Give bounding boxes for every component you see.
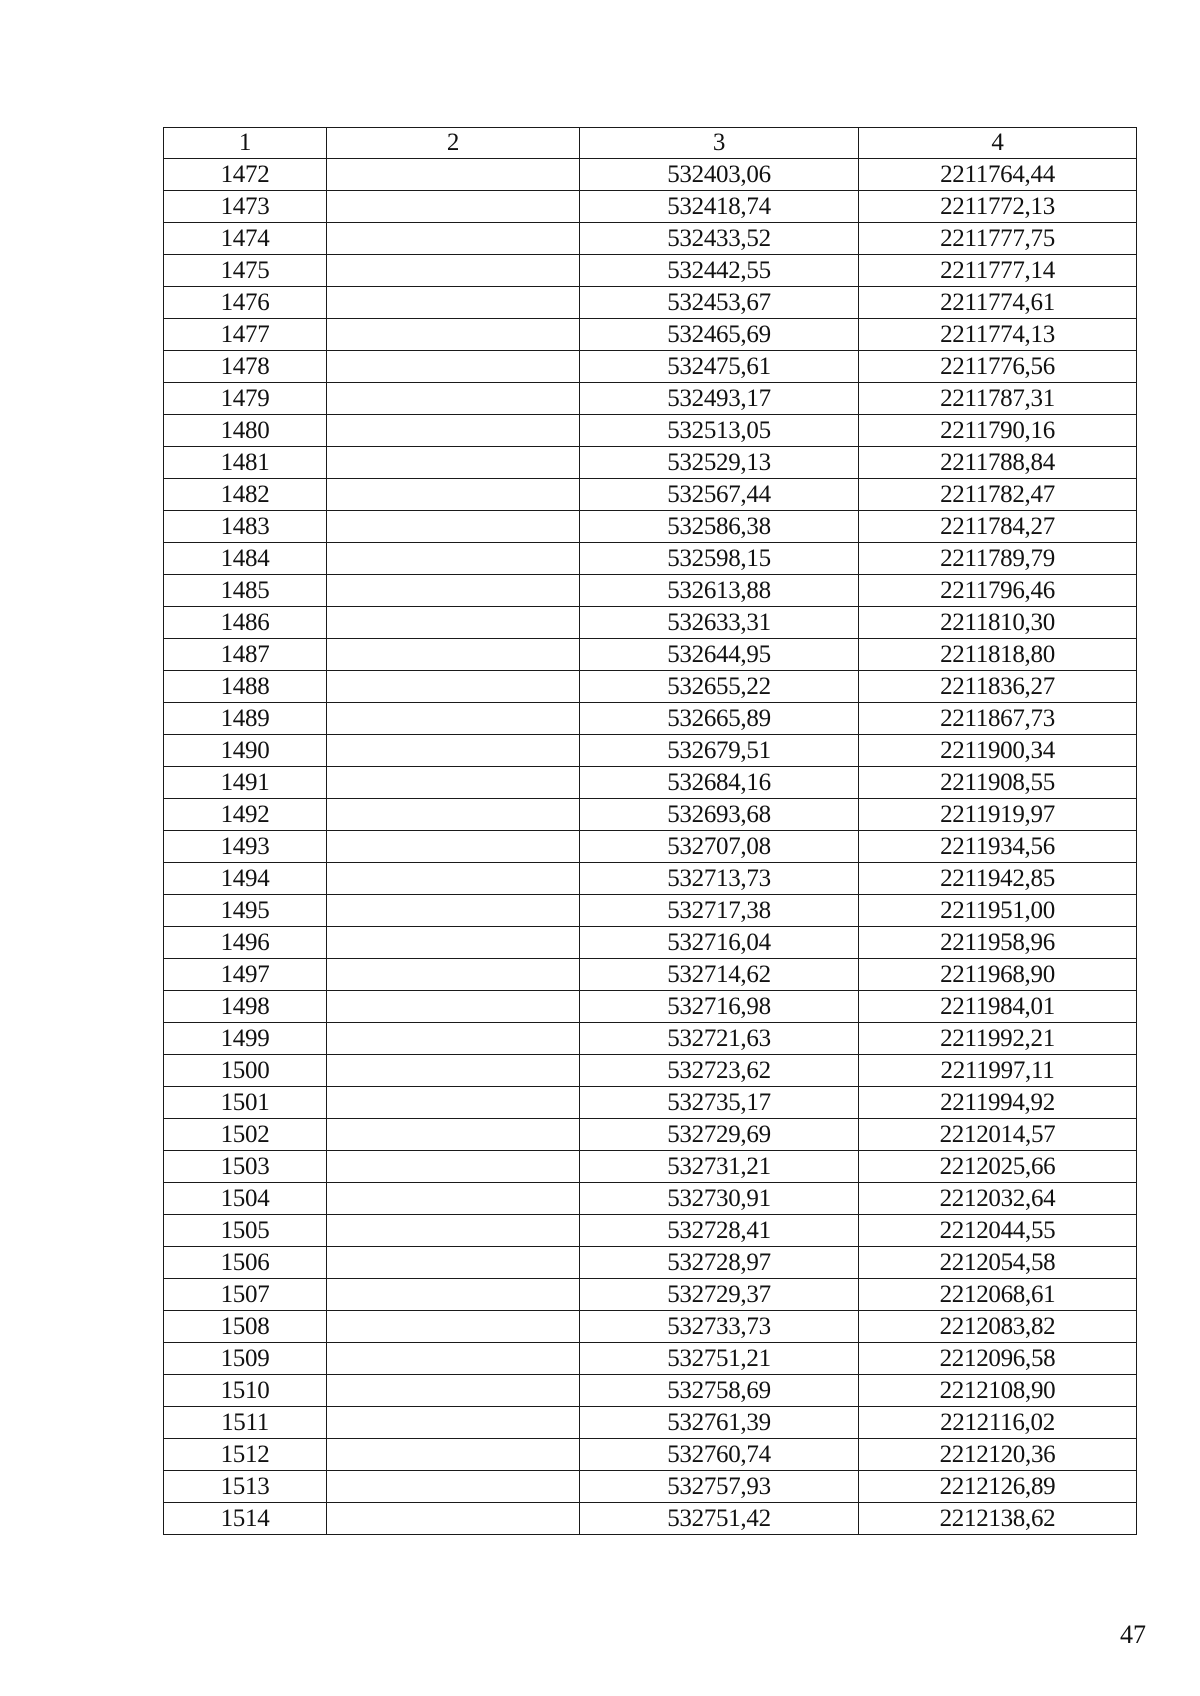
point-number-cell: 1508 [164,1311,327,1343]
column-2-cell [327,831,580,863]
point-number-cell: 1509 [164,1343,327,1375]
y-coordinate-cell: 2212120,36 [859,1439,1137,1471]
column-2-cell [327,191,580,223]
x-coordinate-cell: 532728,41 [580,1215,859,1247]
point-number-cell: 1480 [164,415,327,447]
table-row [164,1279,1137,1311]
column-2-cell [327,1215,580,1247]
x-coordinate-cell: 532721,63 [580,1023,859,1055]
table-row [164,1055,1137,1087]
point-number-cell: 1474 [164,223,327,255]
x-coordinate-cell: 532655,22 [580,671,859,703]
table-row [164,191,1137,223]
point-number-cell: 1511 [164,1407,327,1439]
y-coordinate-cell: 2211764,44 [859,159,1137,191]
y-coordinate-cell: 2212025,66 [859,1151,1137,1183]
point-number-cell: 1484 [164,543,327,575]
y-coordinate-cell: 2211919,97 [859,799,1137,831]
table-row [164,575,1137,607]
table-row [164,959,1137,991]
y-coordinate-cell: 2211774,13 [859,319,1137,351]
table-row [164,863,1137,895]
y-coordinate-cell: 2211789,79 [859,543,1137,575]
table-row [164,1183,1137,1215]
x-coordinate-cell: 532733,73 [580,1311,859,1343]
y-coordinate-cell: 2212054,58 [859,1247,1137,1279]
x-coordinate-cell: 532717,38 [580,895,859,927]
point-number-cell: 1510 [164,1375,327,1407]
table-row [164,1471,1137,1503]
column-2-cell [327,1247,580,1279]
y-coordinate-cell: 2212096,58 [859,1343,1137,1375]
y-coordinate-cell: 2212014,57 [859,1119,1137,1151]
x-coordinate-cell: 532730,91 [580,1183,859,1215]
x-coordinate-cell: 532644,95 [580,639,859,671]
column-2-cell [327,799,580,831]
table-row [164,639,1137,671]
point-number-cell: 1492 [164,799,327,831]
column-2-cell [327,223,580,255]
table-row [164,799,1137,831]
y-coordinate-cell: 2211782,47 [859,479,1137,511]
table-row [164,991,1137,1023]
x-coordinate-cell: 532716,98 [580,991,859,1023]
y-coordinate-cell: 2211787,31 [859,383,1137,415]
y-coordinate-cell: 2211818,80 [859,639,1137,671]
column-2-cell [327,735,580,767]
column-2-cell [327,1279,580,1311]
column-2-cell [327,927,580,959]
x-coordinate-cell: 532713,73 [580,863,859,895]
point-number-cell: 1494 [164,863,327,895]
point-number-cell: 1491 [164,767,327,799]
table-row [164,1375,1137,1407]
point-number-cell: 1475 [164,255,327,287]
column-header-1: 1 [164,128,327,159]
point-number-cell: 1485 [164,575,327,607]
column-2-cell [327,1119,580,1151]
column-2-cell [327,511,580,543]
point-number-cell: 1499 [164,1023,327,1055]
table-row [164,511,1137,543]
column-2-cell [327,1151,580,1183]
column-2-cell [327,1311,580,1343]
column-2-cell [327,479,580,511]
y-coordinate-cell: 2211836,27 [859,671,1137,703]
column-2-cell [327,415,580,447]
table-row [164,351,1137,383]
column-2-cell [327,1503,580,1535]
x-coordinate-cell: 532465,69 [580,319,859,351]
x-coordinate-cell: 532403,06 [580,159,859,191]
point-number-cell: 1472 [164,159,327,191]
point-number-cell: 1489 [164,703,327,735]
y-coordinate-cell: 2211942,85 [859,863,1137,895]
column-2-cell [327,1439,580,1471]
table-row [164,383,1137,415]
x-coordinate-cell: 532433,52 [580,223,859,255]
x-coordinate-cell: 532493,17 [580,383,859,415]
x-coordinate-cell: 532684,16 [580,767,859,799]
column-2-cell [327,1087,580,1119]
point-number-cell: 1490 [164,735,327,767]
y-coordinate-cell: 2211994,92 [859,1087,1137,1119]
x-coordinate-cell: 532714,62 [580,959,859,991]
table-row [164,607,1137,639]
point-number-cell: 1496 [164,927,327,959]
point-number-cell: 1501 [164,1087,327,1119]
table-row [164,1151,1137,1183]
y-coordinate-cell: 2211788,84 [859,447,1137,479]
point-number-cell: 1482 [164,479,327,511]
column-2-cell [327,1023,580,1055]
y-coordinate-cell: 2212068,61 [859,1279,1137,1311]
column-2-cell [327,255,580,287]
column-2-cell [327,767,580,799]
column-2-cell [327,1407,580,1439]
column-2-cell [327,959,580,991]
x-coordinate-cell: 532728,97 [580,1247,859,1279]
point-number-cell: 1493 [164,831,327,863]
x-coordinate-cell: 532418,74 [580,191,859,223]
x-coordinate-cell: 532693,68 [580,799,859,831]
column-2-cell [327,639,580,671]
x-coordinate-cell: 532633,31 [580,607,859,639]
point-number-cell: 1478 [164,351,327,383]
table-row [164,255,1137,287]
x-coordinate-cell: 532665,89 [580,703,859,735]
x-coordinate-cell: 532567,44 [580,479,859,511]
column-2-cell [327,1183,580,1215]
column-2-cell [327,863,580,895]
x-coordinate-cell: 532760,74 [580,1439,859,1471]
column-2-cell [327,159,580,191]
y-coordinate-cell: 2212032,64 [859,1183,1137,1215]
point-number-cell: 1498 [164,991,327,1023]
point-number-cell: 1488 [164,671,327,703]
x-coordinate-cell: 532598,15 [580,543,859,575]
y-coordinate-cell: 2212138,62 [859,1503,1137,1535]
table-row [164,1343,1137,1375]
table-row [164,671,1137,703]
table-row [164,415,1137,447]
x-coordinate-cell: 532707,08 [580,831,859,863]
x-coordinate-cell: 532716,04 [580,927,859,959]
column-2-cell [327,1055,580,1087]
x-coordinate-cell: 532735,17 [580,1087,859,1119]
y-coordinate-cell: 2211908,55 [859,767,1137,799]
table-row [164,927,1137,959]
y-coordinate-cell: 2211774,61 [859,287,1137,319]
y-coordinate-cell: 2211796,46 [859,575,1137,607]
column-2-cell [327,671,580,703]
table-row [164,1087,1137,1119]
x-coordinate-cell: 532751,42 [580,1503,859,1535]
y-coordinate-cell: 2212083,82 [859,1311,1137,1343]
column-2-cell [327,895,580,927]
column-2-cell [327,351,580,383]
coordinates-table [163,127,1137,1535]
point-number-cell: 1513 [164,1471,327,1503]
column-2-cell [327,1471,580,1503]
y-coordinate-cell: 2211867,73 [859,703,1137,735]
column-2-cell [327,319,580,351]
column-2-cell [327,991,580,1023]
point-number-cell: 1487 [164,639,327,671]
column-2-cell [327,383,580,415]
y-coordinate-cell: 2211900,34 [859,735,1137,767]
column-2-cell [327,703,580,735]
point-number-cell: 1500 [164,1055,327,1087]
point-number-cell: 1503 [164,1151,327,1183]
y-coordinate-cell: 2211968,90 [859,959,1137,991]
point-number-cell: 1505 [164,1215,327,1247]
table-row [164,735,1137,767]
table-row [164,703,1137,735]
x-coordinate-cell: 532679,51 [580,735,859,767]
table-row [164,895,1137,927]
table-row [164,479,1137,511]
column-2-cell [327,1375,580,1407]
table-row [164,831,1137,863]
x-coordinate-cell: 532758,69 [580,1375,859,1407]
table-row [164,1247,1137,1279]
column-header-4: 4 [859,128,1137,159]
x-coordinate-cell: 532761,39 [580,1407,859,1439]
table-row [164,223,1137,255]
x-coordinate-cell: 532729,37 [580,1279,859,1311]
x-coordinate-cell: 532529,13 [580,447,859,479]
point-number-cell: 1477 [164,319,327,351]
y-coordinate-cell: 2211772,13 [859,191,1137,223]
point-number-cell: 1507 [164,1279,327,1311]
y-coordinate-cell: 2212126,89 [859,1471,1137,1503]
x-coordinate-cell: 532613,88 [580,575,859,607]
y-coordinate-cell: 2211777,75 [859,223,1137,255]
point-number-cell: 1476 [164,287,327,319]
y-coordinate-cell: 2211997,11 [859,1055,1137,1087]
column-2-cell [327,1343,580,1375]
column-2-cell [327,287,580,319]
table-row [164,287,1137,319]
x-coordinate-cell: 532723,62 [580,1055,859,1087]
point-number-cell: 1512 [164,1439,327,1471]
page-number: 47 [1120,1620,1146,1649]
column-header-2: 2 [327,128,580,159]
x-coordinate-cell: 532757,93 [580,1471,859,1503]
x-coordinate-cell: 532586,38 [580,511,859,543]
table-row [164,1439,1137,1471]
x-coordinate-cell: 532731,21 [580,1151,859,1183]
y-coordinate-cell: 2212108,90 [859,1375,1137,1407]
point-number-cell: 1479 [164,383,327,415]
y-coordinate-cell: 2211776,56 [859,351,1137,383]
table-row [164,1407,1137,1439]
x-coordinate-cell: 532751,21 [580,1343,859,1375]
column-2-cell [327,543,580,575]
point-number-cell: 1483 [164,511,327,543]
y-coordinate-cell: 2211984,01 [859,991,1137,1023]
column-2-cell [327,607,580,639]
point-number-cell: 1481 [164,447,327,479]
y-coordinate-cell: 2211951,00 [859,895,1137,927]
table-row [164,1503,1137,1535]
y-coordinate-cell: 2211777,14 [859,255,1137,287]
y-coordinate-cell: 2211810,30 [859,607,1137,639]
y-coordinate-cell: 2211958,96 [859,927,1137,959]
y-coordinate-cell: 2211934,56 [859,831,1137,863]
y-coordinate-cell: 2211992,21 [859,1023,1137,1055]
point-number-cell: 1497 [164,959,327,991]
y-coordinate-cell: 2211784,27 [859,511,1137,543]
column-2-cell [327,447,580,479]
y-coordinate-cell: 2211790,16 [859,415,1137,447]
y-coordinate-cell: 2212044,55 [859,1215,1137,1247]
table-row [164,543,1137,575]
point-number-cell: 1506 [164,1247,327,1279]
x-coordinate-cell: 532475,61 [580,351,859,383]
x-coordinate-cell: 532729,69 [580,1119,859,1151]
point-number-cell: 1486 [164,607,327,639]
table-row [164,319,1137,351]
table-row [164,447,1137,479]
table-body [164,159,1137,1535]
point-number-cell: 1502 [164,1119,327,1151]
x-coordinate-cell: 532442,55 [580,255,859,287]
point-number-cell: 1495 [164,895,327,927]
column-2-cell [327,575,580,607]
column-header-3: 3 [580,128,859,159]
table-row [164,767,1137,799]
x-coordinate-cell: 532513,05 [580,415,859,447]
table-row [164,1119,1137,1151]
y-coordinate-cell: 2212116,02 [859,1407,1137,1439]
point-number-cell: 1473 [164,191,327,223]
table-row [164,1215,1137,1247]
table-row [164,1311,1137,1343]
table-row [164,159,1137,191]
x-coordinate-cell: 532453,67 [580,287,859,319]
table-header-row [164,128,1137,159]
point-number-cell: 1504 [164,1183,327,1215]
point-number-cell: 1514 [164,1503,327,1535]
table-row [164,1023,1137,1055]
